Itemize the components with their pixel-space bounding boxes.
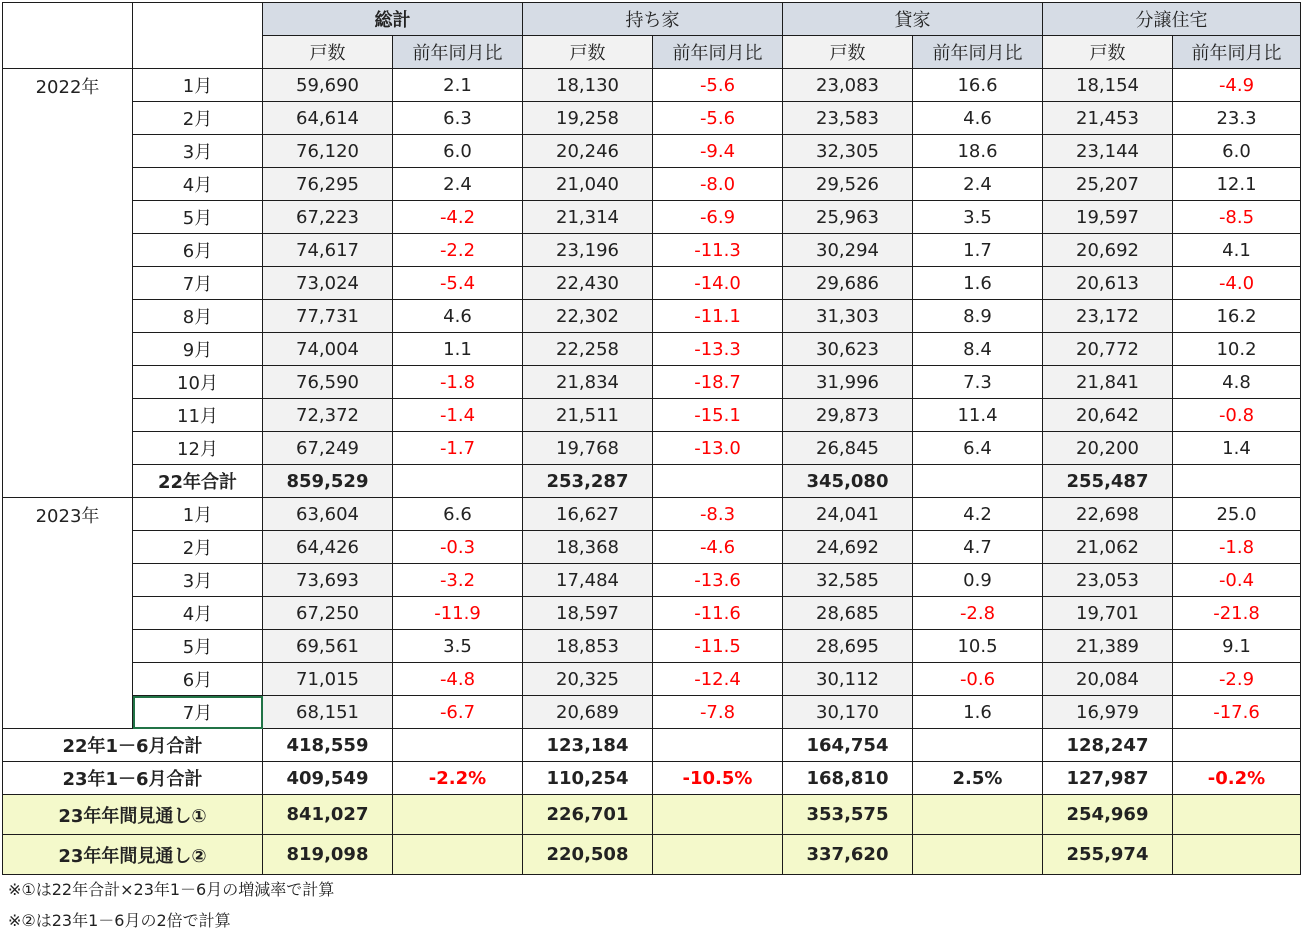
month-cell[interactable]: 4月	[133, 168, 263, 201]
count-cell[interactable]: 72,372	[263, 399, 393, 432]
table-row	[3, 135, 1301, 168]
count-cell[interactable]: 21,841	[1043, 366, 1173, 399]
table-row	[3, 201, 1301, 234]
ratio-cell[interactable]: -14.0	[653, 267, 783, 300]
ratio-cell[interactable]: -2.2%	[393, 762, 523, 795]
count-cell[interactable]: 20,084	[1043, 663, 1173, 696]
count-cell[interactable]: 128,247	[1043, 729, 1173, 762]
count-cell[interactable]: 20,692	[1043, 234, 1173, 267]
ratio-cell[interactable]: -5.6	[653, 102, 783, 135]
sub-header-count[interactable]: 戸数	[523, 36, 653, 69]
ratio-cell[interactable]: 25.0	[1173, 498, 1301, 531]
count-cell[interactable]: 31,303	[783, 300, 913, 333]
ratio-cell[interactable]: 2.4	[393, 168, 523, 201]
forecast-row	[3, 835, 1301, 875]
ratio-cell[interactable]: 10.5	[913, 630, 1043, 663]
count-cell[interactable]: 23,144	[1043, 135, 1173, 168]
table-row	[3, 234, 1301, 267]
table-row	[3, 366, 1301, 399]
ratio-cell[interactable]: -11.1	[653, 300, 783, 333]
count-cell[interactable]: 22,302	[523, 300, 653, 333]
count-cell[interactable]: 226,701	[523, 795, 653, 835]
ratio-cell[interactable]: 6.0	[393, 135, 523, 168]
count-cell[interactable]: 21,040	[523, 168, 653, 201]
ratio-cell[interactable]: 6.3	[393, 102, 523, 135]
ratio-cell[interactable]: 4.2	[913, 498, 1043, 531]
month-cell[interactable]: 12月	[133, 432, 263, 465]
count-cell[interactable]: 71,015	[263, 663, 393, 696]
count-cell[interactable]: 254,969	[1043, 795, 1173, 835]
count-cell[interactable]: 29,686	[783, 267, 913, 300]
ratio-cell[interactable]: -1.7	[393, 432, 523, 465]
table-row	[3, 300, 1301, 333]
ratio-cell[interactable]: -0.6	[913, 663, 1043, 696]
count-cell[interactable]: 24,041	[783, 498, 913, 531]
ratio-cell[interactable]: 9.1	[1173, 630, 1301, 663]
count-cell[interactable]: 16,979	[1043, 696, 1173, 729]
table-body	[3, 3, 1301, 875]
ratio-cell[interactable]	[1173, 729, 1301, 762]
corner-cell[interactable]	[133, 3, 263, 69]
ratio-cell[interactable]: 0.9	[913, 564, 1043, 597]
sub-header-count[interactable]: 戸数	[783, 36, 913, 69]
count-cell[interactable]: 20,772	[1043, 333, 1173, 366]
ratio-cell[interactable]: -4.9	[1173, 69, 1301, 102]
count-cell[interactable]: 19,597	[1043, 201, 1173, 234]
ratio-cell[interactable]: -2.2	[393, 234, 523, 267]
ratio-cell[interactable]: 1.6	[913, 696, 1043, 729]
group-header-rental[interactable]: 貸家	[783, 3, 1043, 36]
count-cell[interactable]: 23,053	[1043, 564, 1173, 597]
count-cell[interactable]: 76,120	[263, 135, 393, 168]
header-row-groups	[3, 3, 1301, 36]
ratio-cell[interactable]: -7.8	[653, 696, 783, 729]
ratio-cell[interactable]: -0.4	[1173, 564, 1301, 597]
ratio-cell[interactable]	[913, 835, 1043, 875]
count-cell[interactable]: 28,695	[783, 630, 913, 663]
ratio-cell[interactable]	[1173, 835, 1301, 875]
ratio-cell[interactable]: 7.3	[913, 366, 1043, 399]
ratio-cell[interactable]: -8.3	[653, 498, 783, 531]
table-row	[3, 168, 1301, 201]
count-cell[interactable]: 19,258	[523, 102, 653, 135]
count-cell[interactable]: 18,368	[523, 531, 653, 564]
sub-header-count[interactable]: 戸数	[1043, 36, 1173, 69]
ratio-cell[interactable]: 10.2	[1173, 333, 1301, 366]
count-cell[interactable]: 76,295	[263, 168, 393, 201]
ratio-cell[interactable]	[653, 729, 783, 762]
ratio-cell[interactable]: 16.6	[913, 69, 1043, 102]
ratio-cell[interactable]: -4.8	[393, 663, 523, 696]
housing-starts-table	[2, 2, 1301, 875]
footnote-1: ※①は22年合計×23年1－6月の増減率で計算	[8, 880, 335, 899]
ratio-cell[interactable]: 11.4	[913, 399, 1043, 432]
ratio-cell[interactable]: 2.4	[913, 168, 1043, 201]
ratio-cell[interactable]: -8.0	[653, 168, 783, 201]
table-row	[3, 630, 1301, 663]
month-cell[interactable]: 1月	[133, 498, 263, 531]
ratio-cell[interactable]: -2.8	[913, 597, 1043, 630]
count-cell[interactable]: 29,526	[783, 168, 913, 201]
count-cell[interactable]: 253,287	[523, 465, 653, 498]
count-cell[interactable]: 18,853	[523, 630, 653, 663]
ratio-cell[interactable]	[913, 729, 1043, 762]
year-cell[interactable]: 2022年	[3, 69, 133, 498]
month-cell[interactable]: 6月	[133, 234, 263, 267]
ratio-cell[interactable]	[393, 795, 523, 835]
ratio-cell[interactable]: 6.6	[393, 498, 523, 531]
count-cell[interactable]: 64,426	[263, 531, 393, 564]
ratio-cell[interactable]: 1.7	[913, 234, 1043, 267]
ratio-cell[interactable]: -13.3	[653, 333, 783, 366]
count-cell[interactable]: 16,627	[523, 498, 653, 531]
count-cell[interactable]: 110,254	[523, 762, 653, 795]
count-cell[interactable]: 21,453	[1043, 102, 1173, 135]
ratio-cell[interactable]	[653, 795, 783, 835]
month-cell[interactable]: 3月	[133, 135, 263, 168]
count-cell[interactable]: 20,246	[523, 135, 653, 168]
count-cell[interactable]: 20,325	[523, 663, 653, 696]
count-cell[interactable]: 30,170	[783, 696, 913, 729]
ratio-cell[interactable]: -11.6	[653, 597, 783, 630]
count-cell[interactable]: 23,196	[523, 234, 653, 267]
count-cell[interactable]: 418,559	[263, 729, 393, 762]
ratio-cell[interactable]: -3.2	[393, 564, 523, 597]
month-cell[interactable]: 6月	[133, 663, 263, 696]
ratio-cell[interactable]: 18.6	[913, 135, 1043, 168]
table-row	[3, 597, 1301, 630]
forecast-row-label[interactable]: 23年年間見通し②	[3, 835, 263, 875]
count-cell[interactable]: 22,258	[523, 333, 653, 366]
count-cell[interactable]: 18,154	[1043, 69, 1173, 102]
ratio-cell[interactable]: -8.5	[1173, 201, 1301, 234]
count-cell[interactable]: 353,575	[783, 795, 913, 835]
sub-header-ratio[interactable]: 前年同月比	[393, 36, 523, 69]
count-cell[interactable]: 19,768	[523, 432, 653, 465]
count-cell[interactable]: 22,430	[523, 267, 653, 300]
ratio-cell[interactable]	[913, 465, 1043, 498]
count-cell[interactable]: 30,112	[783, 663, 913, 696]
month-cell[interactable]: 7月	[133, 696, 263, 729]
ratio-cell[interactable]: -2.9	[1173, 663, 1301, 696]
month-cell[interactable]: 2月	[133, 531, 263, 564]
ratio-cell[interactable]: -0.2%	[1173, 762, 1301, 795]
ratio-cell[interactable]: -4.6	[653, 531, 783, 564]
ratio-cell[interactable]: -6.9	[653, 201, 783, 234]
count-cell[interactable]: 17,484	[523, 564, 653, 597]
count-cell[interactable]: 21,314	[523, 201, 653, 234]
count-cell[interactable]: 255,974	[1043, 835, 1173, 875]
count-cell[interactable]: 32,305	[783, 135, 913, 168]
count-cell[interactable]: 23,172	[1043, 300, 1173, 333]
ratio-cell[interactable]: -13.0	[653, 432, 783, 465]
count-cell[interactable]: 68,151	[263, 696, 393, 729]
count-cell[interactable]: 20,642	[1043, 399, 1173, 432]
ratio-cell[interactable]: -11.3	[653, 234, 783, 267]
count-cell[interactable]: 73,693	[263, 564, 393, 597]
year-cell[interactable]: 2023年	[3, 498, 133, 729]
ratio-cell[interactable]: 4.6	[913, 102, 1043, 135]
month-cell[interactable]: 8月	[133, 300, 263, 333]
table-row	[3, 69, 1301, 102]
count-cell[interactable]: 20,200	[1043, 432, 1173, 465]
count-cell[interactable]: 337,620	[783, 835, 913, 875]
table-row	[3, 399, 1301, 432]
count-cell[interactable]: 25,963	[783, 201, 913, 234]
count-cell[interactable]: 74,004	[263, 333, 393, 366]
table-row	[3, 531, 1301, 564]
count-cell[interactable]: 20,613	[1043, 267, 1173, 300]
ratio-cell[interactable]	[913, 795, 1043, 835]
count-cell[interactable]: 74,617	[263, 234, 393, 267]
ratio-cell[interactable]: 1.6	[913, 267, 1043, 300]
sub-header-ratio[interactable]: 前年同月比	[1173, 36, 1301, 69]
ratio-cell[interactable]	[1173, 465, 1301, 498]
count-cell[interactable]: 19,701	[1043, 597, 1173, 630]
ratio-cell[interactable]: -12.4	[653, 663, 783, 696]
count-cell[interactable]: 859,529	[263, 465, 393, 498]
count-cell[interactable]: 30,294	[783, 234, 913, 267]
total-row-2022	[3, 465, 1301, 498]
forecast-row-label[interactable]: 23年年間見通し①	[3, 795, 263, 835]
month-cell[interactable]: 4月	[133, 597, 263, 630]
count-cell[interactable]: 127,987	[1043, 762, 1173, 795]
count-cell[interactable]: 22,698	[1043, 498, 1173, 531]
table-row	[3, 267, 1301, 300]
ratio-cell[interactable]: 4.1	[1173, 234, 1301, 267]
total-label[interactable]: 22年合計	[133, 465, 263, 498]
table-row	[3, 333, 1301, 366]
count-cell[interactable]: 220,508	[523, 835, 653, 875]
month-cell[interactable]: 5月	[133, 630, 263, 663]
ratio-cell[interactable]: -5.6	[653, 69, 783, 102]
month-cell[interactable]: 1月	[133, 69, 263, 102]
ratio-cell[interactable]: -1.4	[393, 399, 523, 432]
count-cell[interactable]: 59,690	[263, 69, 393, 102]
summary-row-label[interactable]: 22年1－6月合計	[3, 729, 263, 762]
ratio-cell[interactable]	[1173, 795, 1301, 835]
sub-header-ratio[interactable]: 前年同月比	[913, 36, 1043, 69]
count-cell[interactable]: 345,080	[783, 465, 913, 498]
count-cell[interactable]: 63,604	[263, 498, 393, 531]
count-cell[interactable]: 67,249	[263, 432, 393, 465]
count-cell[interactable]: 21,062	[1043, 531, 1173, 564]
table-row	[3, 564, 1301, 597]
ratio-cell[interactable]: -1.8	[1173, 531, 1301, 564]
count-cell[interactable]: 819,098	[263, 835, 393, 875]
ratio-cell[interactable]: 16.2	[1173, 300, 1301, 333]
ratio-cell[interactable]: 6.4	[913, 432, 1043, 465]
forecast-row	[3, 795, 1301, 835]
ratio-cell[interactable]: 4.7	[913, 531, 1043, 564]
ratio-cell[interactable]: -4.0	[1173, 267, 1301, 300]
ratio-cell[interactable]: -15.1	[653, 399, 783, 432]
count-cell[interactable]: 32,585	[783, 564, 913, 597]
count-cell[interactable]: 841,027	[263, 795, 393, 835]
ratio-cell[interactable]: -18.7	[653, 366, 783, 399]
ratio-cell[interactable]: 1.4	[1173, 432, 1301, 465]
count-cell[interactable]: 255,487	[1043, 465, 1173, 498]
ratio-cell[interactable]: -11.5	[653, 630, 783, 663]
count-cell[interactable]: 123,184	[523, 729, 653, 762]
ratio-cell[interactable]: -0.3	[393, 531, 523, 564]
count-cell[interactable]: 28,685	[783, 597, 913, 630]
count-cell[interactable]: 25,207	[1043, 168, 1173, 201]
ratio-cell[interactable]	[393, 835, 523, 875]
ratio-cell[interactable]: -6.7	[393, 696, 523, 729]
month-cell[interactable]: 9月	[133, 333, 263, 366]
month-cell[interactable]: 7月	[133, 267, 263, 300]
count-cell[interactable]: 23,083	[783, 69, 913, 102]
ratio-cell[interactable]: -10.5%	[653, 762, 783, 795]
ratio-cell[interactable]: 23.3	[1173, 102, 1301, 135]
ratio-cell[interactable]: 4.8	[1173, 366, 1301, 399]
ratio-cell[interactable]	[393, 465, 523, 498]
table-row	[3, 498, 1301, 531]
ratio-cell[interactable]: -9.4	[653, 135, 783, 168]
ratio-cell[interactable]: 8.9	[913, 300, 1043, 333]
ratio-cell[interactable]: -13.6	[653, 564, 783, 597]
month-cell[interactable]: 3月	[133, 564, 263, 597]
count-cell[interactable]: 67,250	[263, 597, 393, 630]
month-cell[interactable]: 2月	[133, 102, 263, 135]
ratio-cell[interactable]: -5.4	[393, 267, 523, 300]
ratio-cell[interactable]: 3.5	[913, 201, 1043, 234]
ratio-cell[interactable]	[653, 835, 783, 875]
count-cell[interactable]: 18,130	[523, 69, 653, 102]
summary-row	[3, 762, 1301, 795]
count-cell[interactable]: 23,583	[783, 102, 913, 135]
ratio-cell[interactable]: 8.4	[913, 333, 1043, 366]
count-cell[interactable]: 164,754	[783, 729, 913, 762]
count-cell[interactable]: 409,549	[263, 762, 393, 795]
count-cell[interactable]: 24,692	[783, 531, 913, 564]
summary-row	[3, 729, 1301, 762]
month-cell[interactable]: 5月	[133, 201, 263, 234]
table-row	[3, 102, 1301, 135]
count-cell[interactable]: 20,689	[523, 696, 653, 729]
ratio-cell[interactable]	[653, 465, 783, 498]
ratio-cell[interactable]: -11.9	[393, 597, 523, 630]
group-header-condo[interactable]: 分譲住宅	[1043, 3, 1301, 36]
count-cell[interactable]: 31,996	[783, 366, 913, 399]
corner-cell[interactable]	[3, 3, 133, 69]
table-row	[3, 432, 1301, 465]
group-header-total[interactable]: 総計	[263, 3, 523, 36]
ratio-cell[interactable]: -0.8	[1173, 399, 1301, 432]
footnote-2: ※②は23年1－6月の2倍で計算	[8, 911, 231, 930]
count-cell[interactable]: 76,590	[263, 366, 393, 399]
ratio-cell[interactable]: -1.8	[393, 366, 523, 399]
count-cell[interactable]: 30,623	[783, 333, 913, 366]
ratio-cell[interactable]: 2.5%	[913, 762, 1043, 795]
table-row	[3, 663, 1301, 696]
count-cell[interactable]: 21,389	[1043, 630, 1173, 663]
ratio-cell[interactable]: -4.2	[393, 201, 523, 234]
ratio-cell[interactable]: 3.5	[393, 630, 523, 663]
ratio-cell[interactable]: 4.6	[393, 300, 523, 333]
group-header-owner-occupied[interactable]: 持ち家	[523, 3, 783, 36]
ratio-cell[interactable]	[393, 729, 523, 762]
summary-row-label[interactable]: 23年1－6月合計	[3, 762, 263, 795]
count-cell[interactable]: 168,810	[783, 762, 913, 795]
count-cell[interactable]: 21,834	[523, 366, 653, 399]
sub-header-ratio[interactable]: 前年同月比	[653, 36, 783, 69]
ratio-cell[interactable]: 6.0	[1173, 135, 1301, 168]
count-cell[interactable]: 26,845	[783, 432, 913, 465]
ratio-cell[interactable]: -17.6	[1173, 696, 1301, 729]
ratio-cell[interactable]: 1.1	[393, 333, 523, 366]
count-cell[interactable]: 73,024	[263, 267, 393, 300]
count-cell[interactable]: 21,511	[523, 399, 653, 432]
count-cell[interactable]: 18,597	[523, 597, 653, 630]
sub-header-count[interactable]: 戸数	[263, 36, 393, 69]
month-cell[interactable]: 10月	[133, 366, 263, 399]
month-cell[interactable]: 11月	[133, 399, 263, 432]
count-cell[interactable]: 29,873	[783, 399, 913, 432]
ratio-cell[interactable]: 2.1	[393, 69, 523, 102]
ratio-cell[interactable]: -21.8	[1173, 597, 1301, 630]
count-cell[interactable]: 64,614	[263, 102, 393, 135]
count-cell[interactable]: 69,561	[263, 630, 393, 663]
count-cell[interactable]: 77,731	[263, 300, 393, 333]
count-cell[interactable]: 67,223	[263, 201, 393, 234]
table-row	[3, 696, 1301, 729]
ratio-cell[interactable]: 12.1	[1173, 168, 1301, 201]
